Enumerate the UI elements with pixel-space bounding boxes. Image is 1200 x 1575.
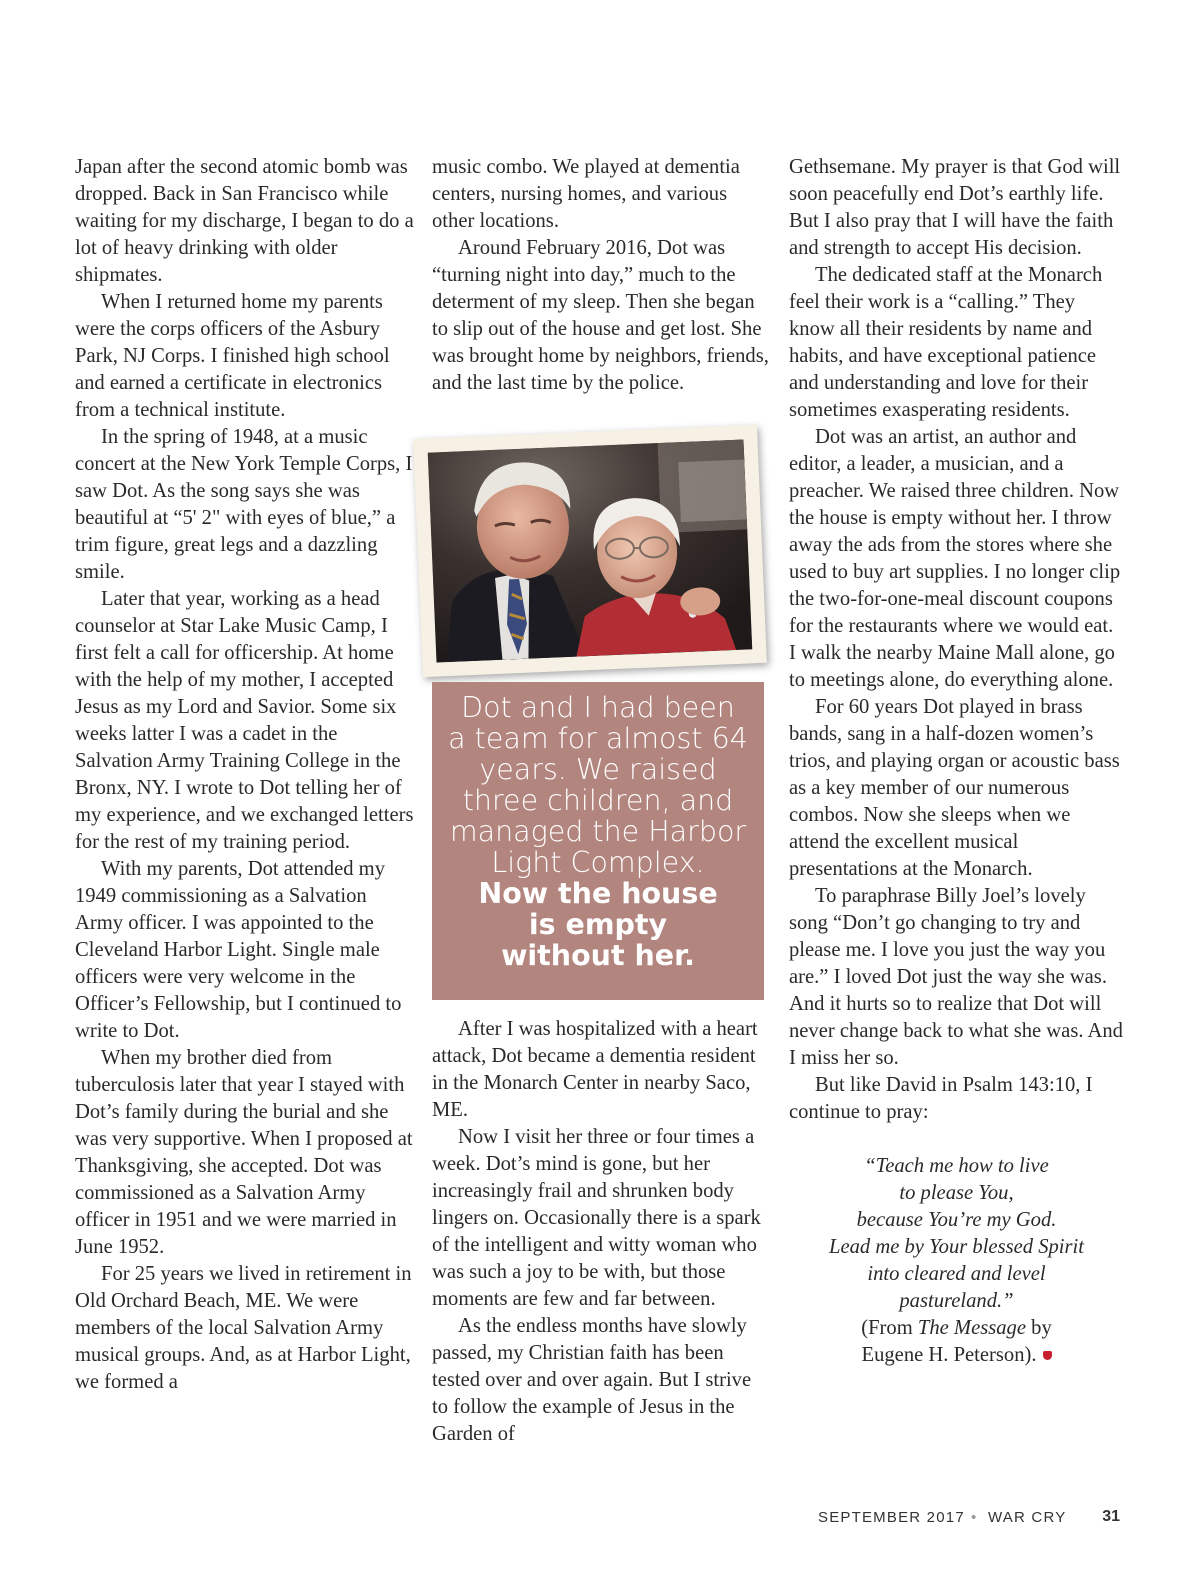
- pull-quote-line: three children, and: [462, 784, 734, 817]
- scripture-quote: [789, 1153, 1124, 1369]
- article-column-2-bottom: [432, 1016, 772, 1448]
- paragraph: Now I visit her three or four times a week. Dot’s mind is gone, but her increasingly frail and shrunken body lingers on. Occasionally there is a spark of the intelligent and witty woman who was such a joy to be with, but those moments are few and far between.: [432, 1126, 761, 1310]
- source-title: The Message: [917, 1317, 1026, 1339]
- paragraph: For 25 years we lived in retirement in Old Orchard Beach, ME. We were members of the local Salvation Army musical groups. And, as at Harbor Light, we formed a: [75, 1263, 412, 1393]
- paragraph: To paraphrase Billy Joel’s lovely song “Don’t go changing to try and please me. I love you just the way you are.” I loved Dot just the way she was. And it hurts so to realize that Dot will never change back to what she was. And I miss her so.: [789, 885, 1123, 1069]
- poem-line: into cleared and level: [867, 1263, 1046, 1285]
- poem-line: to please You,: [899, 1182, 1014, 1204]
- paragraph: But like David in Psalm 143:10, I continue to pray:: [789, 1074, 1093, 1123]
- quote-author: [789, 1342, 1124, 1369]
- paragraph: As the endless months have slowly passed, my Christian faith has been tested over and over again. But I strive to follow the example of Jesus in the Garden of: [432, 1315, 752, 1445]
- paragraph: Around February 2016, Dot was “turning night into day,” much to the determent of my sleep. Then she began to slip out of the house and get lost. She was brought home by neighbors, friends, and the last time by the police.: [432, 237, 769, 394]
- quote-source: [789, 1315, 1124, 1342]
- page-footer: [818, 1506, 1120, 1528]
- paragraph: After I was hospitalized with a heart attack, Dot became a dementia resident in the Monarch Center in nearby Saco, ME.: [432, 1018, 758, 1121]
- source-mid: by: [1026, 1317, 1052, 1339]
- issue-date: SEPTEMBER 2017: [818, 1509, 965, 1526]
- pull-quote-line: a team for almost 64: [448, 722, 748, 755]
- poem-line: because You’re my God.: [856, 1209, 1057, 1231]
- article-column-1: [75, 154, 415, 1396]
- couple-photo-illustration: [428, 439, 753, 662]
- paragraph: music combo. We played at dementia centers, nursing homes, and various other locations.: [432, 156, 740, 232]
- pull-quote-line: managed the Harbor: [449, 815, 747, 848]
- paragraph: The dedicated staff at the Monarch feel their work is a “calling.” They know all their residents by name and habits, and have exceptional patience and understanding and love for their sometimes exasperating residents.: [789, 264, 1103, 421]
- pull-quote: [432, 682, 764, 1000]
- pull-quote-bold-line: without her.: [501, 939, 695, 972]
- poem-line: “Teach me how to live: [864, 1155, 1049, 1177]
- article-column-2-top: [432, 154, 772, 397]
- pull-quote-bold-line: is empty: [528, 908, 668, 941]
- footer-separator: •: [971, 1509, 978, 1526]
- source-author: Eugene H. Peterson).: [861, 1344, 1037, 1366]
- page-number: 31: [1102, 1508, 1120, 1525]
- article-column-3: [789, 154, 1124, 1369]
- magazine-name: WAR CRY: [988, 1509, 1067, 1526]
- paragraph: For 60 years Dot played in brass bands, sang in a half-dozen women’s trios, and playing organ or acoustic bass as a key member of our numerous combos. Now she sleeps when we attend the excellent musical presentations at the Monarch.: [789, 696, 1120, 880]
- paragraph: Gethsemane. My prayer is that God will soon peacefully end Dot’s earthly life. But I also pray that I will have the faith and strength to accept His decision.: [789, 156, 1121, 259]
- pull-quote-line: Light Complex.: [491, 846, 705, 879]
- end-mark-icon: [1043, 1351, 1052, 1360]
- poem-line: pastureland.”: [899, 1290, 1014, 1312]
- paragraph: Japan after the second atomic bomb was dropped. Back in San Francisco while waiting for my discharge, I began to do a lot of heavy drinking with older shipmates.: [75, 156, 414, 286]
- photo-frame: [413, 425, 767, 677]
- pull-quote-bold-line: Now the house: [478, 877, 718, 910]
- paragraph: With my parents, Dot attended my 1949 commissioning as a Salvation Army officer. I was appointed to the Cleveland Harbor Light. Single male officers were very welcome in the Officer’s Fellowship, but I continued to write to Dot.: [75, 858, 402, 1042]
- pull-quote-line: years. We raised: [479, 753, 717, 786]
- paragraph: When my brother died from tuberculosis later that year I stayed with Dot’s family during the burial and she was very supportive. When I proposed at Thanksgiving, she accepted. Dot was commissioned as a Salvation Army officer in 1951 and we were married in June 1952.: [75, 1047, 413, 1258]
- poem-line: Lead me by Your blessed Spirit: [829, 1236, 1084, 1258]
- paragraph: In the spring of 1948, at a music concert at the New York Temple Corps, I saw Dot. As the song says she was beautiful at “5' 2" with eyes of blue,” a trim figure, great legs and a dazzling smile.: [75, 426, 413, 583]
- paragraph: Dot was an artist, an author and editor, a leader, a musician, and a preacher. We raised three children. Now the house is empty without her. I throw away the ads from the stores where she used to buy art supplies. I no longer clip the two-for-one-meal discount coupons for the restaurants where we would eat. I walk the nearby Maine Mall alone, go to meetings alone, do everything alone.: [789, 426, 1121, 691]
- source-prefix: (From: [861, 1317, 918, 1339]
- paragraph: Later that year, working as a head counselor at Star Lake Music Camp, I first felt a call for officership. At home with the help of my mother, I accepted Jesus as my Lord and Savior. Some six weeks latter I was a cadet in the Salvation Army Training College in the Bronx, NY. I wrote to Dot telling her of my experience, and we exchanged letters for the rest of my training period.: [75, 588, 414, 853]
- couple-photo: [428, 439, 753, 662]
- paragraph: When I returned home my parents were the corps officers of the Asbury Park, NJ Corps. I finished high school and earned a certificate in electronics from a technical institute.: [75, 291, 390, 421]
- pull-quote-line: Dot and I had been: [461, 691, 735, 724]
